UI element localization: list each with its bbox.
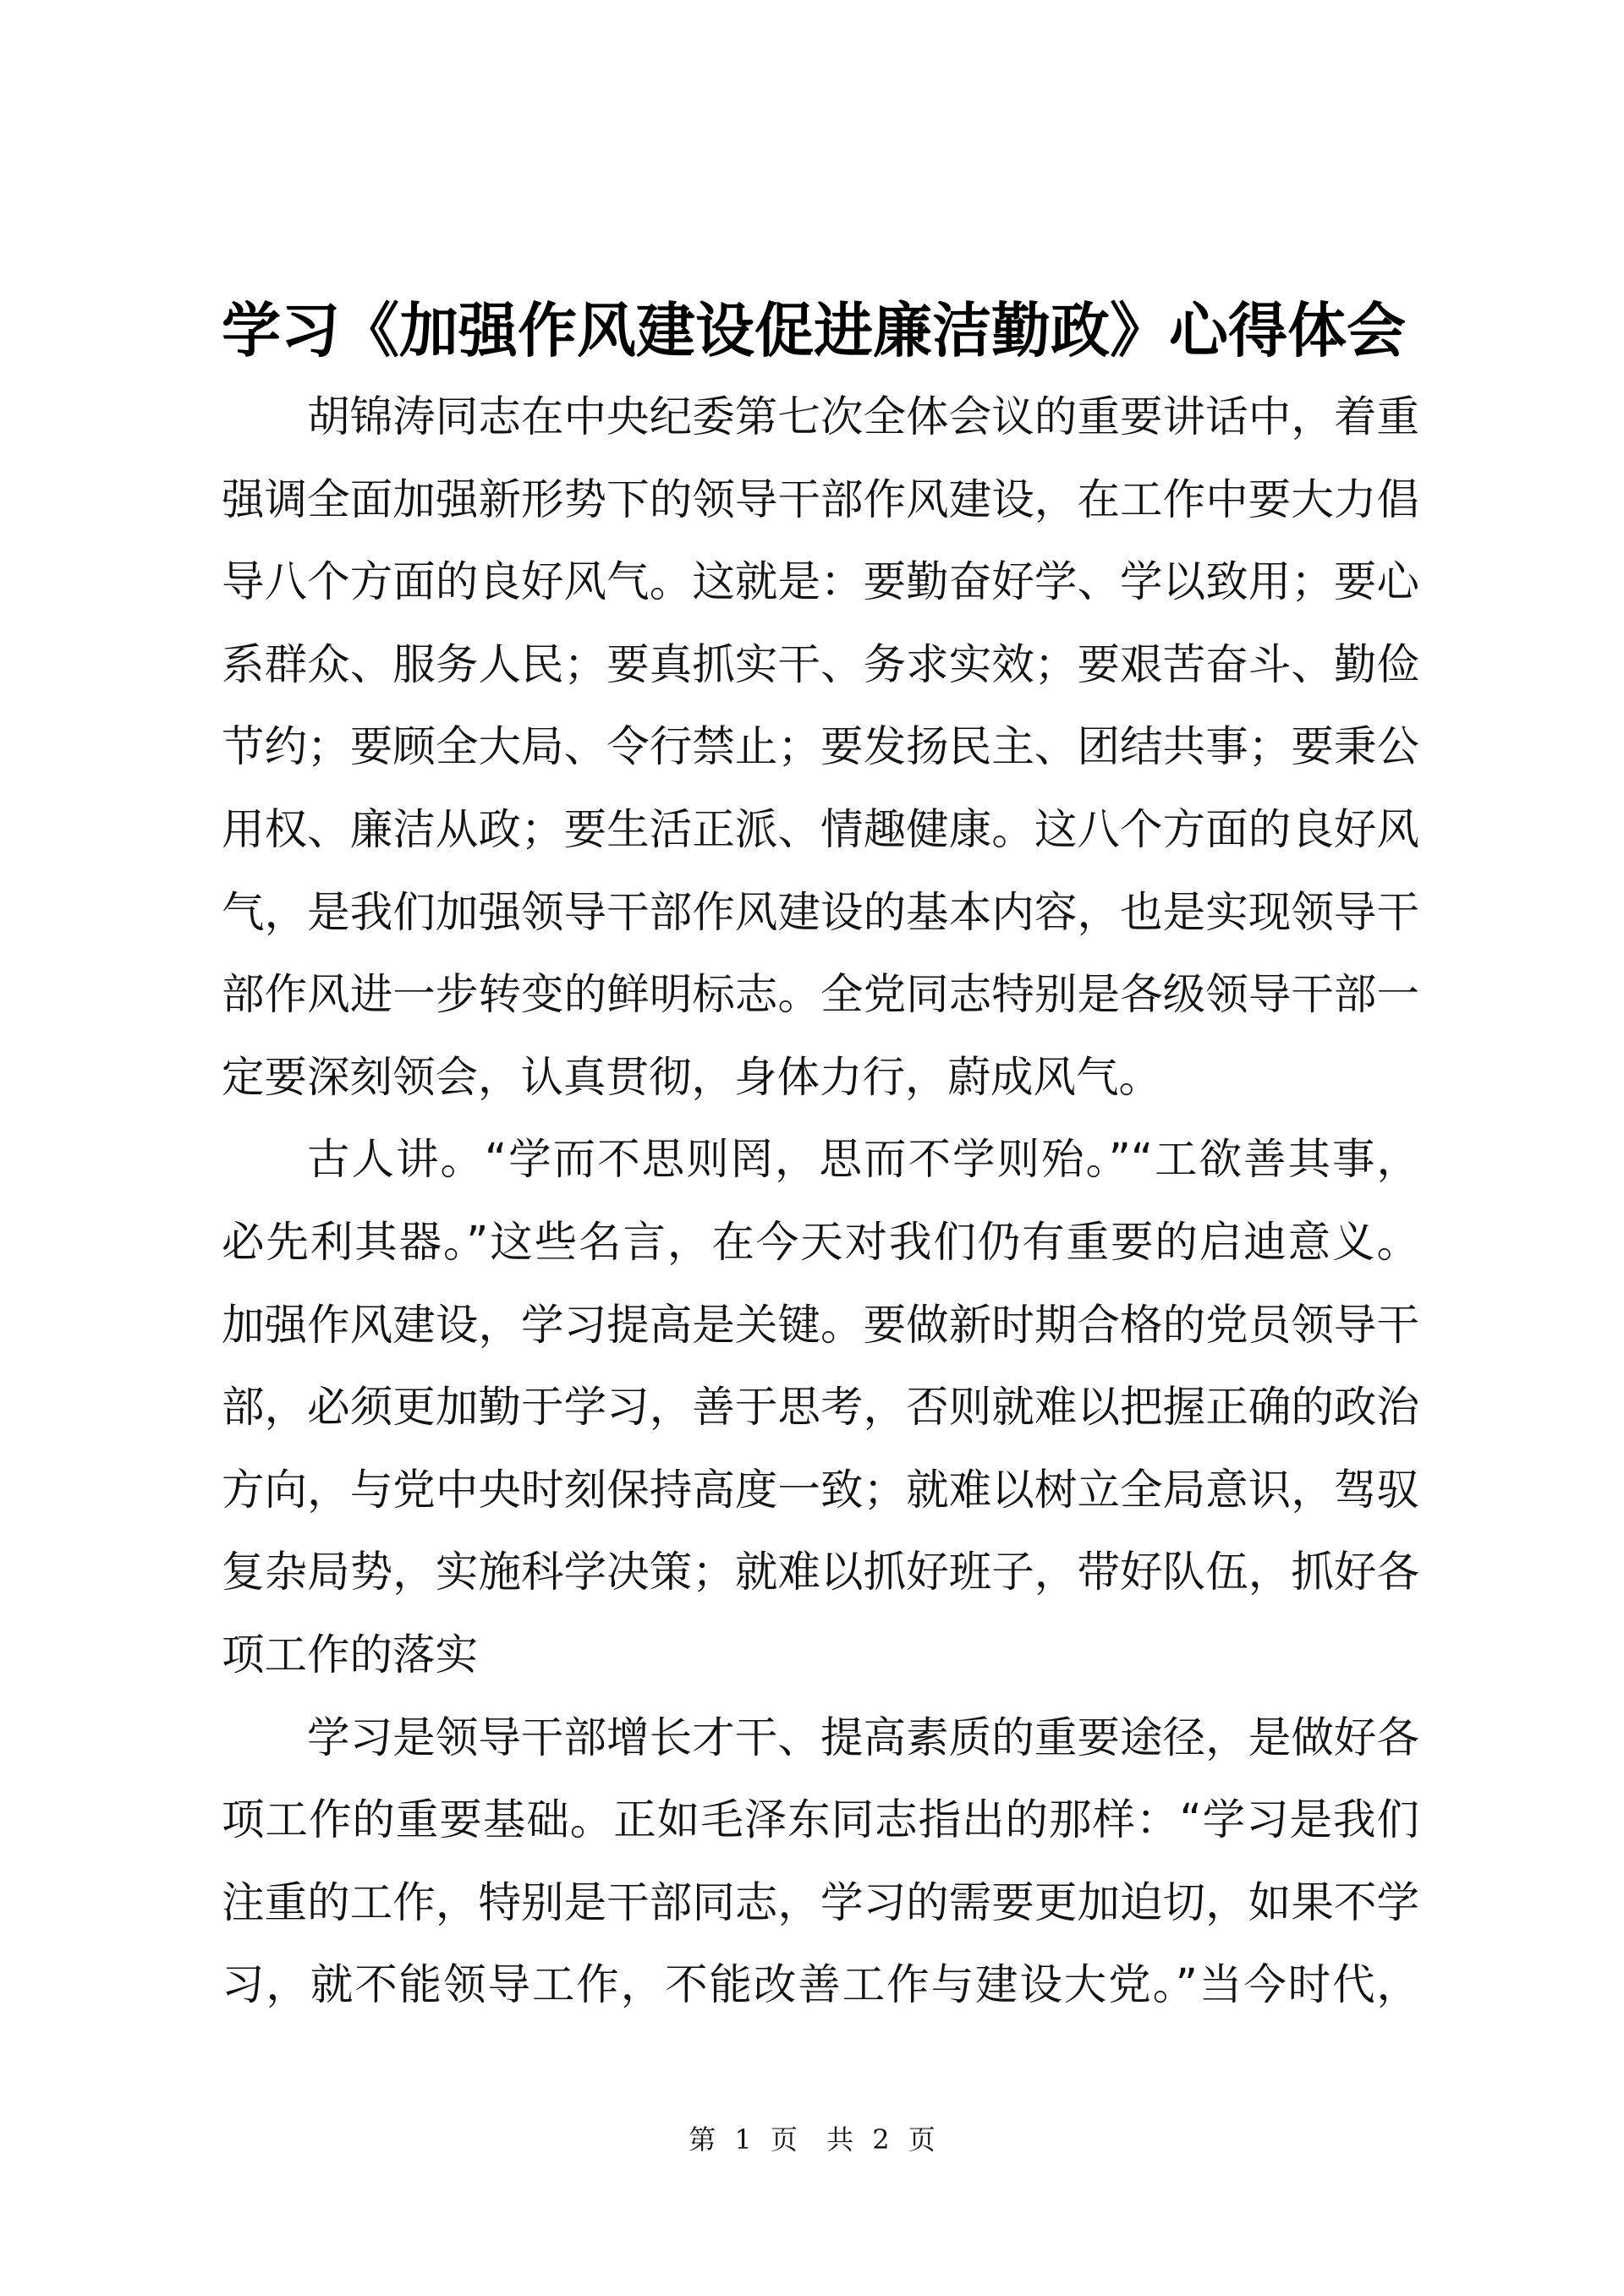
paragraph-line: 必先利其器。”这些名言，在今天对我们仍有重要的启迪意义。: [222, 1216, 1419, 1267]
page-footer: [0, 2123, 1624, 2156]
paragraph-line: 用权、廉洁从政；要生活正派、情趣健康。这八个方面的良好风: [222, 803, 1419, 854]
total-pages: 2: [872, 2123, 890, 2156]
paragraph-line: 古人讲。“学而不思则罔，思而不学则殆。”“工欲善其事，: [307, 1134, 1419, 1185]
document-body: [222, 375, 1419, 2026]
paragraph-line: 气，是我们加强领导干部作风建设的基本内容，也是实现领导干: [222, 886, 1419, 937]
paragraph-line: 强调全面加强新形势下的领导干部作风建设，在工作中要大力倡: [222, 474, 1419, 524]
current-page: 1: [734, 2123, 752, 2156]
paragraph-2: [222, 1118, 1419, 1696]
paragraph-line: 注重的工作，特别是干部同志，学习的需要更加迫切，如果不学: [222, 1877, 1419, 1927]
paragraph-line: 项工作的落实: [222, 1629, 478, 1680]
paragraph-1: [222, 375, 1419, 1118]
paragraph-line: 习，就不能领导工作，不能改善工作与建设大党。”当今时代，: [222, 1959, 1419, 2010]
paragraph-line: 加强作风建设，学习提高是关键。要做新时期合格的党员领导干: [222, 1299, 1419, 1350]
paragraph-line: 部，必须更加勤于学习，善于思考，否则就难以把握正确的政治: [222, 1382, 1419, 1433]
paragraph-line: 方向，与党中央时刻保持高度一致；就难以树立全局意识，驾驭: [222, 1464, 1419, 1515]
total-suffix: 页: [908, 2123, 935, 2156]
paragraph-line: 部作风进一步转变的鲜明标志。全党同志特别是各级领导干部一: [222, 969, 1419, 1020]
page-label-prefix: 第: [689, 2123, 716, 2156]
paragraph-line: 学习是领导干部增长才干、提高素质的重要途径，是做好各: [307, 1712, 1419, 1762]
paragraph-line: 项工作的重要基础。正如毛泽东同志指出的那样：“学习是我们: [222, 1795, 1419, 1845]
paragraph-line: 胡锦涛同志在中央纪委第七次全体会议的重要讲话中，着重: [307, 392, 1419, 441]
total-prefix: 共: [826, 2123, 854, 2156]
paragraph-line: 定要深刻领会，认真贯彻，身体力行，蔚成风气。: [222, 1051, 1161, 1102]
paragraph-line: 复杂局势，实施科学决策；就难以抓好班子，带好队伍，抓好各: [222, 1547, 1419, 1597]
document-title: 学习《加强作风建设促进廉洁勤政》心得体会: [222, 295, 1406, 365]
paragraph-3: [222, 1696, 1419, 2026]
paragraph-line: 导八个方面的良好风气。这就是：要勤奋好学、学以致用；要心: [222, 556, 1419, 607]
page-label-suffix: 页: [770, 2123, 798, 2156]
paragraph-line: 系群众、服务人民；要真抓实干、务求实效；要艰苦奋斗、勤俭: [222, 638, 1419, 689]
page-number: [683, 2123, 803, 2156]
paragraph-line: 节约；要顾全大局、令行禁止；要发扬民主、团结共事；要秉公: [222, 721, 1419, 772]
page-total: [821, 2123, 941, 2156]
